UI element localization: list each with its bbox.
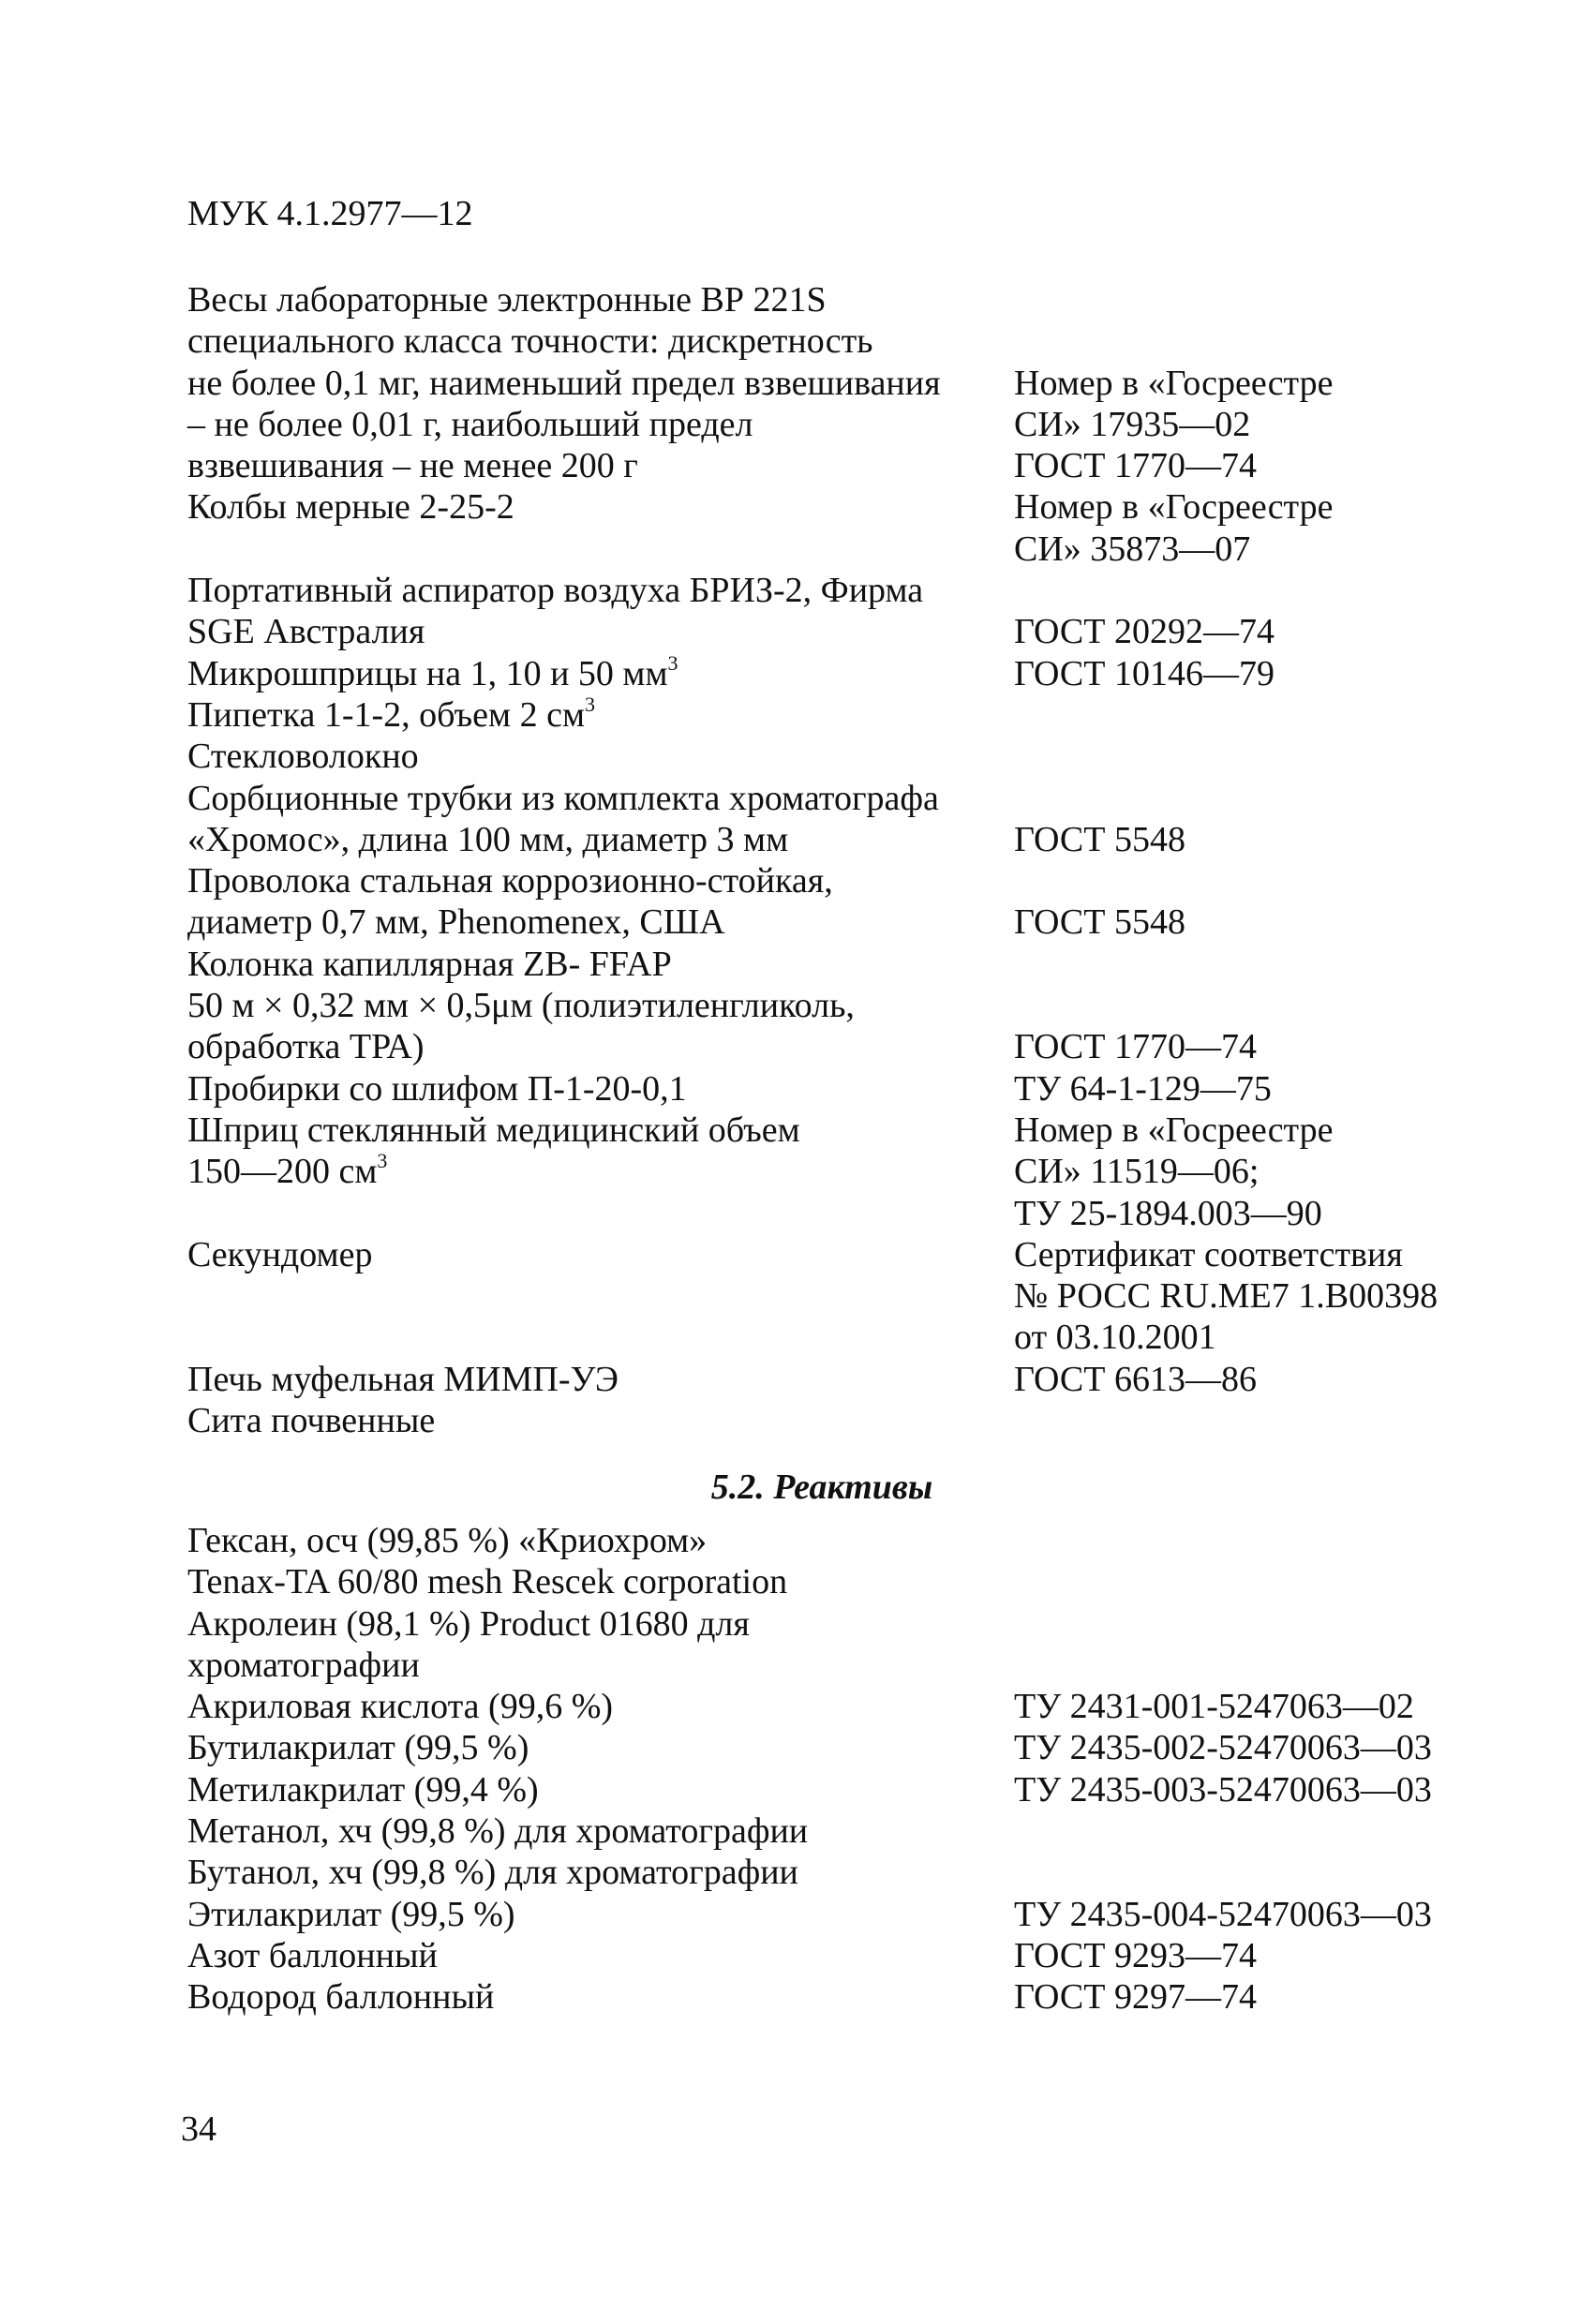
document-code: МУК 4.1.2977—12: [187, 194, 473, 233]
equipment-row: [187, 611, 1481, 652]
reagent-row: [187, 1894, 1481, 1935]
item-name: диаметр 0,7 мм, Phenomenex, США: [187, 902, 725, 943]
item-name: Азот баллонный: [187, 1935, 438, 1975]
item-name: Колонка капиллярная ZB- FFAP: [187, 944, 672, 984]
item-reference: ТУ 2435-004-52470063—03: [1014, 1894, 1432, 1934]
item-name: обработка ТРА): [187, 1027, 425, 1067]
item-name: Стекловолокно: [187, 737, 419, 777]
item-name: Сита почвенные: [187, 1401, 436, 1441]
reagent-row: [187, 1727, 1481, 1768]
item-name: Акриловая кислота (99,6 %): [187, 1687, 614, 1727]
reagent-row: [187, 1520, 1481, 1561]
item-name: Секундомер: [187, 1234, 373, 1274]
item-name: 150—200 $см^3$: [187, 1149, 388, 1192]
equipment-row: [187, 1234, 1481, 1275]
item-name: Микрошприцы на 1, 10 и 50 $мм^3$: [187, 650, 678, 693]
item-name: SGE Австралия: [187, 612, 425, 652]
item-name: Проволока стальная коррозионно-стойкая,: [187, 861, 833, 901]
item-reference: ГОСТ 1770—74: [1014, 446, 1257, 486]
reagent-row: [187, 1686, 1481, 1727]
equipment-row: [187, 1275, 1481, 1317]
equipment-row: [187, 279, 1481, 320]
superscript: 3: [377, 1149, 388, 1173]
equipment-row: [187, 694, 1481, 736]
page-number: 34: [181, 2109, 216, 2149]
item-reference: СИ» 17935—02: [1014, 404, 1251, 444]
item-reference: ГОСТ 9293—74: [1014, 1935, 1257, 1975]
reagent-row: [187, 1561, 1481, 1602]
item-name: Гексан, осч (99,85 %) «Криохром»: [187, 1521, 708, 1560]
item-reference: от 03.10.2001: [1014, 1318, 1216, 1358]
reagent-row: [187, 1935, 1481, 1976]
equipment-row: [187, 363, 1481, 404]
item-reference: СИ» 35873—07: [1014, 529, 1251, 569]
item-reference: ГОСТ 20292—74: [1014, 612, 1275, 652]
equipment-row: [187, 1193, 1481, 1234]
item-name: Портативный аспиратор воздуха БРИЗ-2, Фирма: [187, 571, 924, 611]
equipment-row: [187, 1110, 1481, 1151]
item-name: не более 0,1 мг, наименьший предел взвешивания: [187, 363, 941, 403]
item-reference: ТУ 2431-001-5247063—02: [1014, 1687, 1414, 1727]
item-name: – не более 0,01 г, наибольший предел: [187, 404, 753, 444]
equipment-row: [187, 404, 1481, 445]
item-name: «Хромос», длина 100 мм, диаметр 3 мм: [187, 819, 789, 859]
equipment-row: [187, 1317, 1481, 1358]
item-reference: ТУ 25-1894.003—90: [1014, 1193, 1322, 1233]
item-reference: ГОСТ 6613—86: [1014, 1359, 1257, 1399]
item-reference: ТУ 2435-002-52470063—03: [1014, 1728, 1432, 1768]
equipment-row: [187, 778, 1481, 819]
equipment-list: [187, 279, 1481, 1441]
equipment-row: [187, 570, 1481, 611]
item-reference: Сертификат соответствия: [1014, 1234, 1403, 1274]
reagents-list: [187, 1520, 1481, 2019]
superscript: 3: [667, 650, 678, 675]
item-name: Водород баллонный: [187, 1977, 495, 2018]
equipment-row: [187, 819, 1481, 860]
item-reference: ГОСТ 5548: [1014, 819, 1185, 859]
item-name: Акролеин (98,1 %) Product 01680 для: [187, 1603, 750, 1644]
item-reference: ГОСТ 9297—74: [1014, 1977, 1257, 2018]
item-name: Шприц стеклянный медицинский объем: [187, 1110, 800, 1150]
item-reference: ГОСТ 5548: [1014, 902, 1185, 943]
equipment-row: [187, 1400, 1481, 1441]
item-reference: ТУ 2435-003-52470063—03: [1014, 1769, 1432, 1810]
item-reference: Номер в «Госреестре: [1014, 487, 1334, 528]
item-name: специального класса точности: дискретность: [187, 321, 873, 362]
item-reference: № РОСС RU.ME7 1.B00398: [1014, 1276, 1438, 1317]
reagent-row: [187, 1769, 1481, 1810]
item-name: 50 м × 0,32 мм × 0,5μм (полиэтиленгликоль,: [187, 986, 855, 1026]
item-name: хроматографии: [187, 1645, 420, 1685]
reagent-row: [187, 1852, 1481, 1893]
equipment-row: [187, 944, 1481, 985]
item-name: Бутилакрилат (99,5 %): [187, 1728, 529, 1768]
item-reference: ГОСТ 10146—79: [1014, 653, 1275, 693]
item-name: Метилакрилат (99,4 %): [187, 1769, 539, 1810]
equipment-row: [187, 901, 1481, 943]
item-name: Бутанол, хч (99,8 %) для хроматографии: [187, 1853, 798, 1893]
item-name: Колбы мерные 2-25-2: [187, 487, 514, 528]
item-reference: ТУ 64-1-129—75: [1014, 1068, 1272, 1109]
equipment-row: [187, 1026, 1481, 1067]
item-name: Весы лабораторные электронные ВР 221S: [187, 280, 827, 320]
equipment-row: [187, 860, 1481, 901]
item-name: Этилакрилат (99,5 %): [187, 1894, 515, 1934]
equipment-row: [187, 1151, 1481, 1192]
item-reference: ГОСТ 1770—74: [1014, 1027, 1257, 1067]
equipment-row: [187, 985, 1481, 1026]
section-title-reagents: 5.2. Реактивы: [710, 1467, 933, 1507]
item-name: Печь муфельная МИМП-УЭ: [187, 1359, 619, 1399]
item-name: Сорбционные трубки из комплекта хроматографа: [187, 778, 939, 818]
item-reference: Номер в «Госреестре: [1014, 363, 1334, 403]
item-name: Пробирки со шлифом П-1-20-0,1: [187, 1068, 687, 1109]
item-name: Пипетка 1-1-2, объем 2 $см^3$: [187, 692, 596, 735]
reagent-row: [187, 1603, 1481, 1645]
equipment-row: [187, 529, 1481, 570]
item-name: Метанол, хч (99,8 %) для хроматографии: [187, 1811, 809, 1852]
reagent-row: [187, 1976, 1481, 2018]
equipment-row: [187, 1359, 1481, 1400]
item-reference: Номер в «Госреестре: [1014, 1110, 1334, 1150]
equipment-row: [187, 320, 1481, 362]
reagent-row: [187, 1645, 1481, 1686]
item-reference: СИ» 11519—06;: [1014, 1152, 1260, 1192]
reagent-row: [187, 1810, 1481, 1852]
item-name: взвешивания – не менее 200 г: [187, 446, 638, 486]
equipment-row: [187, 650, 1481, 694]
superscript: 3: [585, 692, 596, 716]
equipment-row: [187, 486, 1481, 528]
item-name: Tenax-TA 60/80 mesh Rescek corporation: [187, 1562, 788, 1602]
equipment-row: [187, 445, 1481, 486]
equipment-row: [187, 736, 1481, 777]
equipment-row: [187, 1068, 1481, 1110]
